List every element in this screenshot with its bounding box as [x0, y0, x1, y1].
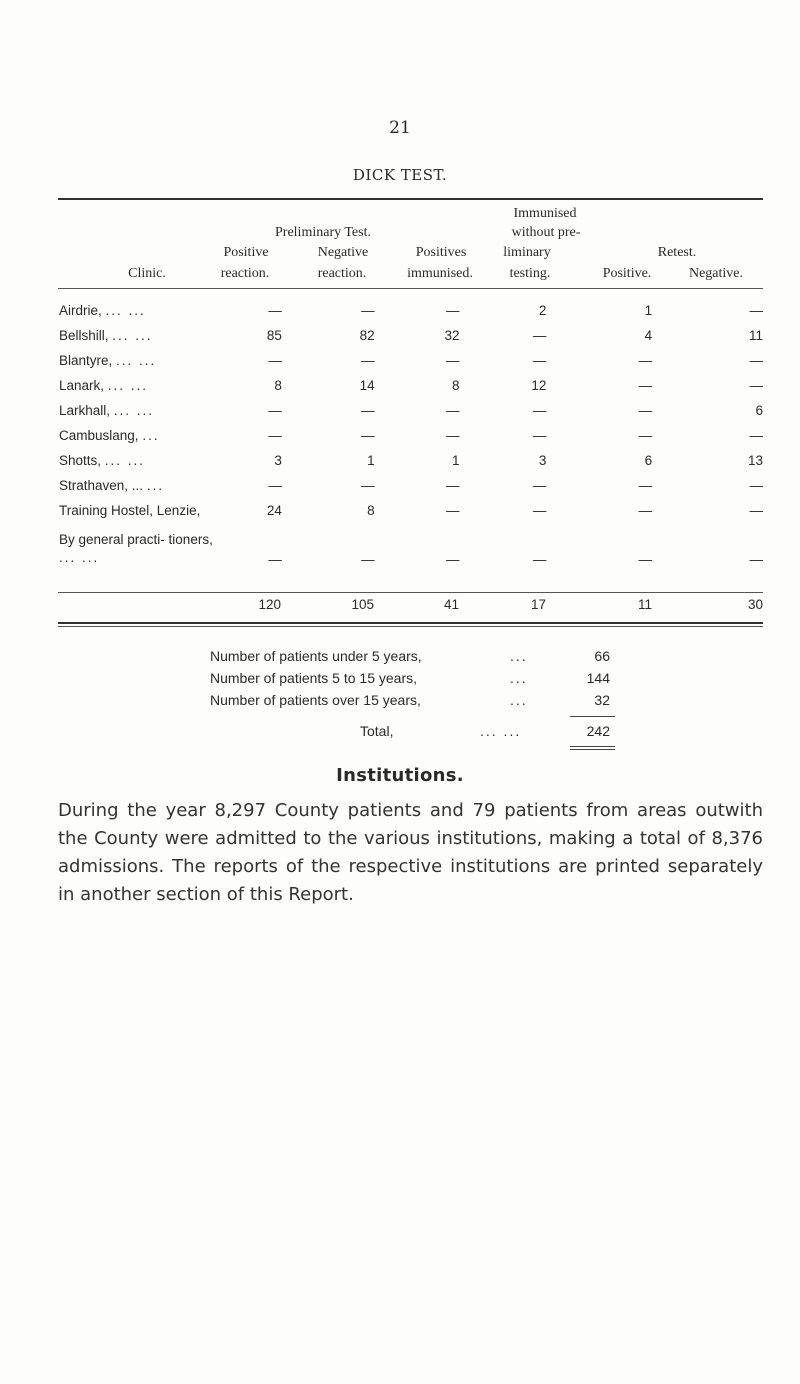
cell: 32 — [444, 328, 460, 343]
age-group-value: 66 — [594, 648, 610, 664]
cell: 85 — [266, 328, 282, 343]
header-positives-line1: Positives — [415, 245, 467, 260]
section-title: Institutions. — [336, 765, 464, 786]
clinic-name: Larkhall, — [59, 403, 111, 418]
header-negative-line2: reaction. — [317, 266, 367, 281]
cell: 11 — [748, 328, 763, 343]
total-cell: 120 — [258, 597, 281, 612]
age-group-value: 32 — [594, 692, 610, 708]
cell: — — [361, 428, 375, 443]
cell: — — [268, 303, 282, 318]
age-total-double-rule-1 — [570, 746, 615, 747]
header-retest-positive: Positive. — [602, 266, 652, 281]
cell: 2 — [538, 303, 547, 318]
age-group-dots: ... — [510, 692, 528, 708]
cell: 8 — [367, 503, 375, 518]
cell: — — [749, 303, 763, 318]
header-immunised-line2: without pre- — [511, 225, 581, 240]
cell: — — [638, 428, 653, 443]
cell: — — [268, 403, 282, 418]
cell: — — [638, 353, 653, 368]
clinic-name: Shotts, — [59, 453, 102, 468]
age-group-dots: ... — [510, 670, 528, 686]
cell: — — [749, 428, 763, 443]
age-group-label: Number of patients over 15 years, — [210, 692, 421, 708]
cell: — — [749, 378, 763, 393]
cell: — — [638, 403, 653, 418]
cell: — — [532, 428, 547, 443]
cell: 1 — [367, 453, 375, 468]
page-number: 21 — [389, 118, 411, 138]
cell: 3 — [538, 453, 547, 468]
table-row: Airdrie, ... ... — — — 2 1 — — [58, 298, 763, 323]
cell: — — [268, 552, 282, 567]
table-title: DICK TEST. — [352, 166, 448, 184]
clinic-name: By general practi- tioners, — [59, 532, 213, 547]
clinic-name: Cambuslang, — [59, 428, 139, 443]
cell: — — [361, 478, 375, 493]
header-preliminary-test: Preliminary Test. — [275, 225, 371, 240]
cell: 14 — [359, 378, 375, 393]
cell: — — [638, 478, 653, 493]
cell: — — [446, 552, 460, 567]
cell: 1 — [452, 453, 460, 468]
cell: — — [532, 353, 547, 368]
header-retest-negative: Negative. — [688, 266, 744, 281]
total-cell: 41 — [443, 597, 459, 612]
clinic-name: Lanark, — [59, 378, 105, 393]
table-row: Strathaven, ... ... — — — — — — — [58, 473, 763, 498]
table-row: Lanark, ... ... 8 14 8 12 — — — [58, 373, 763, 398]
cell: — — [446, 303, 460, 318]
cell: — — [638, 552, 653, 567]
cell: — — [638, 503, 653, 518]
cell: — — [268, 478, 282, 493]
header-immunised-line1: Immunised — [513, 206, 577, 221]
age-group-value: 144 — [586, 670, 610, 686]
age-group-label: Number of patients 5 to 15 years, — [210, 670, 417, 686]
cell: — — [361, 303, 375, 318]
header-positives-line2: immunised. — [407, 266, 473, 281]
age-total-label: Total, — [360, 723, 394, 739]
cell: — — [361, 552, 375, 567]
age-total-double-rule-2 — [570, 749, 615, 750]
cell: — — [532, 403, 547, 418]
bottom-rule — [58, 622, 763, 624]
clinic-name: Bellshill, — [59, 328, 109, 343]
cell: — — [446, 403, 460, 418]
cell: 8 — [452, 378, 460, 393]
cell: — — [638, 378, 653, 393]
header-immunised-line4: testing. — [509, 266, 551, 281]
cell: — — [532, 552, 547, 567]
age-total-value: 242 — [586, 723, 610, 739]
cell: — — [446, 503, 460, 518]
header-positive-line2: reaction. — [220, 266, 270, 281]
header-rule — [58, 288, 763, 289]
cell: 24 — [266, 503, 282, 518]
cell: 82 — [359, 328, 375, 343]
age-total-dots: ... ... — [480, 723, 522, 739]
cell: — — [268, 428, 282, 443]
totals-rule — [58, 592, 763, 593]
cell: — — [532, 478, 547, 493]
age-group-dots: ... — [510, 648, 528, 664]
total-cell: 30 — [747, 597, 763, 612]
cell: — — [532, 328, 547, 343]
table-row: Bellshill, ... ... 85 82 32 — 4 11 — [58, 323, 763, 348]
clinic-name: Blantyre, — [59, 353, 113, 368]
bottom-rule-2 — [58, 626, 763, 627]
clinic-name: Training Hostel, Lenzie, — [59, 503, 201, 518]
cell: — — [361, 353, 375, 368]
cell: 6 — [755, 403, 763, 418]
top-rule — [58, 198, 763, 200]
total-cell: 17 — [530, 597, 546, 612]
clinic-name: Strathaven, ... — [59, 478, 144, 493]
cell: — — [361, 403, 375, 418]
cell: — — [749, 503, 763, 518]
total-cell: 105 — [351, 597, 374, 612]
cell: — — [446, 428, 460, 443]
header-positive-line1: Positive — [223, 245, 269, 260]
header-retest: Retest. — [657, 245, 697, 260]
header-immunised-line3: liminary — [503, 245, 551, 260]
cell: — — [532, 503, 547, 518]
header-clinic: Clinic. — [128, 266, 166, 281]
cell: — — [749, 353, 763, 368]
cell: 13 — [747, 453, 763, 468]
cell: 12 — [531, 378, 547, 393]
total-cell: 11 — [637, 597, 652, 612]
clinic-name: Airdrie, — [59, 303, 102, 318]
totals-row — [58, 597, 763, 612]
cell: — — [749, 478, 763, 493]
table-row: By general practi- tioners, ... ... — — — — — — — [58, 523, 763, 571]
cell: — — [446, 478, 460, 493]
age-total-rule — [570, 716, 615, 717]
cell: — — [749, 552, 763, 567]
table-row: Blantyre, ... ... — — — — — — — [58, 348, 763, 373]
cell: — — [446, 353, 460, 368]
cell: 1 — [644, 303, 653, 318]
table-row: Larkhall, ... ... — — — — — 6 — [58, 398, 763, 423]
cell: 6 — [644, 453, 653, 468]
dick-test-table — [58, 298, 763, 571]
table-row: Shotts, ... ... 3 1 1 3 6 13 — [58, 448, 763, 473]
table-row — [58, 498, 763, 523]
age-group-label: Number of patients under 5 years, — [210, 648, 422, 664]
cell: 3 — [274, 453, 282, 468]
paragraph: During the year 8,297 County patients and 79 patients from areas outwith the County were admitted to the various institutions, making a total of 8,376 admissions. The reports of the respective institutions are printed separately in another section of this Report. — [58, 800, 763, 905]
cell: 4 — [644, 328, 653, 343]
cell: 8 — [274, 378, 282, 393]
header-negative-line1: Negative — [317, 245, 369, 260]
cell: — — [268, 353, 282, 368]
table-row: Cambuslang, ... — — — — — — — [58, 423, 763, 448]
